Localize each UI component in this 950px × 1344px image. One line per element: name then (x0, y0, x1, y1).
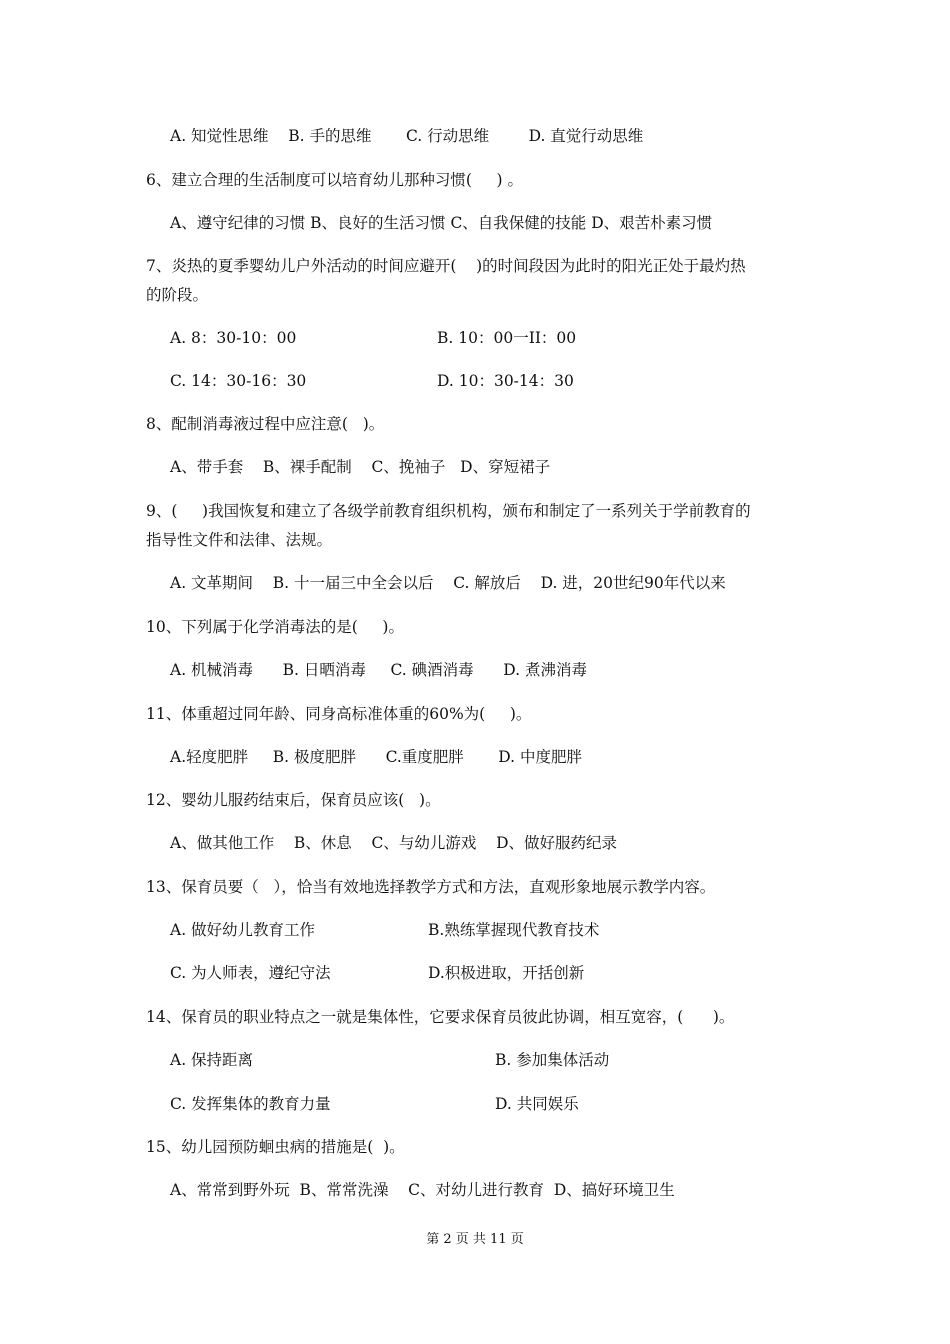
q7-option-a: A. 8：30-10：00 (170, 329, 297, 347)
q14-option-a: A. 保持距离 (170, 1051, 254, 1069)
q7-option-d: D. 10：30-14：30 (437, 372, 574, 390)
q14-option-c: C. 发挥集体的教育力量 (170, 1095, 331, 1113)
q14-stem: 14、保育员的职业特点之一就是集体性，它要求保育员彼此协调，相互宽容，( )。 (146, 1008, 735, 1026)
q7-option-c: C. 14：30-16：30 (170, 372, 307, 390)
q6-stem: 6、建立合理的生活制度可以培育幼儿那种习惯( ) 。 (146, 171, 524, 189)
q12-stem: 12、婴幼儿服药结束后，保育员应该( )。 (146, 791, 441, 809)
q11-options: A.轻度肥胖 B. 极度肥胖 C.重度肥胖 D. 中度肥胖 (170, 748, 583, 766)
q7-stem-line2: 的阶段。 (146, 286, 209, 304)
q14-option-d: D. 共同娱乐 (495, 1095, 579, 1113)
q9-options: A. 文革期间 B. 十一届三中全会以后 C. 解放后 D. 进，20世纪90年代以来 (170, 574, 726, 592)
q15-options: A、常常到野外玩 B、常常洗澡 C、对幼儿进行教育 D、搞好环境卫生 (170, 1181, 675, 1199)
q11-stem: 11、体重超过同年龄、同身高标准体重的60%为( )。 (146, 705, 532, 723)
q10-stem: 10、下列属于化学消毒法的是( )。 (146, 618, 404, 636)
q10-options: A. 机械消毒 B. 日晒消毒 C. 碘酒消毒 D. 煮沸消毒 (170, 661, 587, 679)
q14-option-b: B. 参加集体活动 (495, 1051, 610, 1069)
q13-option-a: A. 做好幼儿教育工作 (170, 921, 316, 939)
q13-option-c: C. 为人师表，遵纪守法 (170, 964, 331, 982)
q8-stem: 8、配制消毒液过程中应注意( )。 (146, 415, 385, 433)
q5-options: A. 知觉性思维 B. 手的思维 C. 行动思维 D. 直觉行动思维 (170, 127, 644, 145)
q7-stem-line1: 7、炎热的夏季婴幼儿户外活动的时间应避开( )的时间段因为此时的阳光正处于最灼热 (146, 257, 746, 275)
q15-stem: 15、幼儿园预防蛔虫病的措施是( )。 (146, 1138, 405, 1156)
q13-option-d: D.积极进取，开括创新 (428, 964, 585, 982)
q8-options: A、带手套 B、裸手配制 C、挽袖子 D、穿短裙子 (170, 458, 551, 476)
page-footer: 第 2 页 共 11 页 (426, 1232, 524, 1247)
q13-stem: 13、保育员要（ ），恰当有效地选择教学方式和方法，直观形象地展示教学内容。 (146, 878, 716, 896)
q13-option-b: B.熟练掌握现代教育技术 (428, 921, 600, 939)
q6-options: A、遵守纪律的习惯 B、良好的生活习惯 C、自我保健的技能 D、艰苦朴素习惯 (170, 214, 713, 232)
q9-stem-line1: 9、( )我国恢复和建立了各级学前教育组织机构，颁布和制定了一系列关于学前教育的 (146, 502, 751, 520)
q12-options: A、做其他工作 B、休息 C、与幼儿游戏 D、做好服药纪录 (170, 834, 617, 852)
q9-stem-line2: 指导性文件和法律、法规。 (146, 531, 333, 549)
q7-option-b: B. 10：00一II：00 (437, 329, 577, 347)
